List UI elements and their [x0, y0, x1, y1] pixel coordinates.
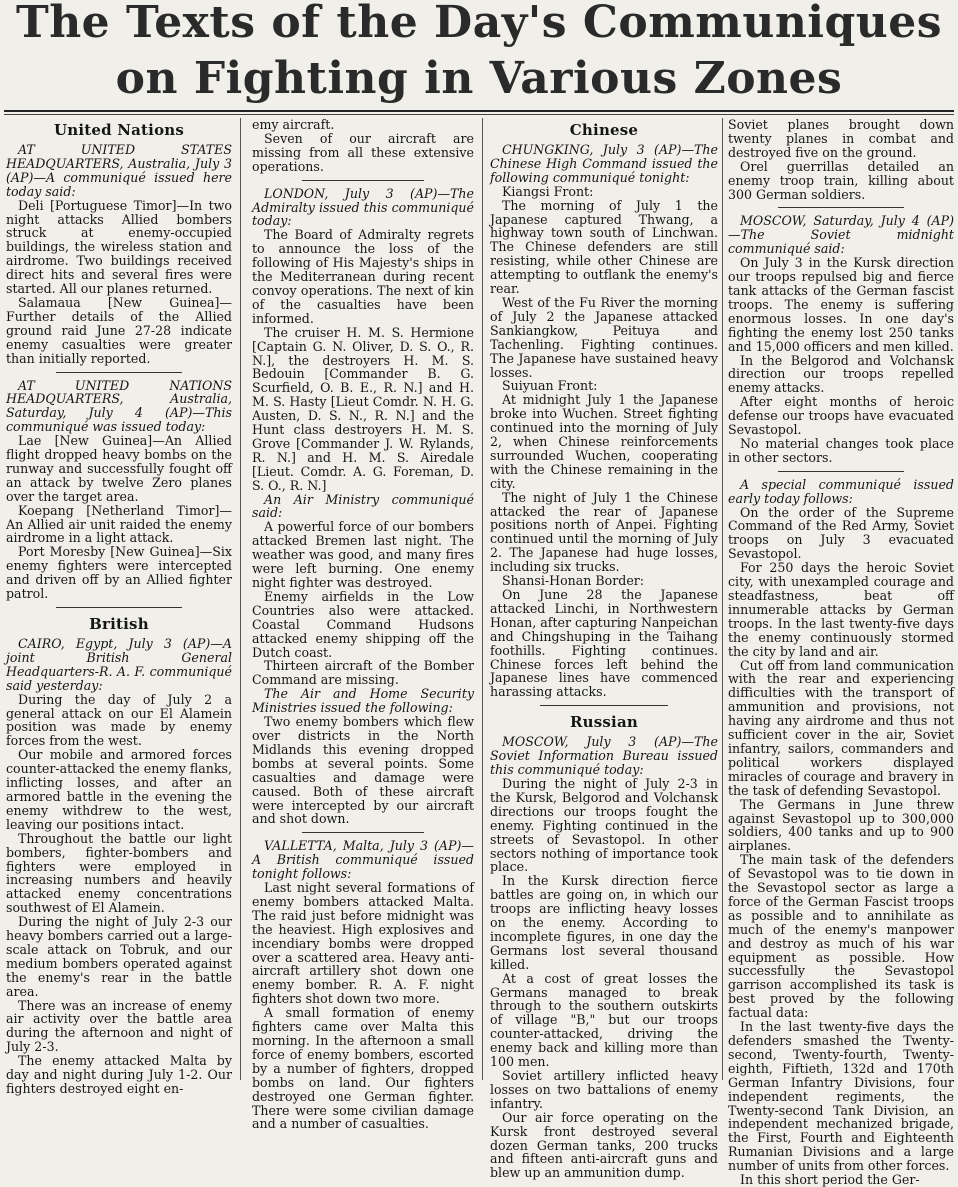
section-heading-russian: Russian	[570, 713, 638, 732]
paragraph: On June 28 the Japanese attacked Linchi, in Northwestern Honan, after capturing Nanpeichan and Chingshuping in the Taihang foothills. Fighting continues. Chinese forces left behind the Japanese lines have commenced harassing attacks.	[490, 587, 718, 700]
paragraph: A small formation of enemy fighters came over Malta this morning. In the afternoon a small force of enemy bombers, escorted by a number of fighters, dropped bombs on land. Our fighters destroyed one German fighter. There were some civilian damage and a number of casualties.	[252, 1005, 474, 1132]
paragraph: Cut off from land communication with the rear and experiencing difficulties with the transport of ammunition and provisions, not having any airdrome and thus not sufficient cover in the air, Soviet infantry, sailors, commanders and political workers displayed miracles of courage and bravery in the task of defending Sevastopol.	[728, 657, 954, 798]
paragraph: The main task of the defenders of Sevastopol was to tie down in the Sevastopol sector as large a force of the German Fascist troops as possible and to annihilate as much of the enemy's manpower and destroy as much of his war equipment as possible. How successfully the Sevastopol garrison accomplished its task is best proved by the following factual data:	[728, 852, 954, 1021]
dateline: MOSCOW, Saturday, July 4 (AP)—The Soviet midnight communiqué said:	[728, 213, 954, 257]
paragraph: At midnight July 1 the Japanese broke into Wuchen. Street fighting continued into the morning of July 2, when Chinese reinforcements surrounded Wuchen, cooperating with the Chinese remaining in the city.	[490, 392, 718, 491]
separator-rule	[56, 607, 182, 608]
paragraph: During the night of July 2-3 in the Kursk, Belgorod and Volchansk directions our troops fought the enemy. Fighting continued in the streets of Sevastopol. In other sectors nothing of importance took place.	[490, 775, 718, 875]
column-2	[252, 117, 474, 1132]
dateline: AT UNITED STATES HEADQUARTERS, Australia, July 3 (AP)—A communiqué issued here today said:	[6, 142, 232, 199]
column-divider-3	[722, 118, 723, 1080]
section-heading-british: British	[89, 615, 149, 633]
paragraph: A powerful force of our bombers attacked Bremen last night. The weather was good, and many fires were left burning. One enemy night fighter was destroyed.	[252, 519, 474, 590]
paragraph: The morning of July 1 the Japanese captured Thwang, a highway town south of Linchwan. The Chinese defenders are still resisting, while other Chinese are attempting to outflank the enemy's rear.	[490, 197, 718, 297]
section-heading-chinese: Chinese	[569, 121, 639, 139]
paragraph: Throughout the battle our light bombers, fighter-bombers and fighters were employed in increasing numbers and heavily attacked enemy concentrations southwest of El Alamein.	[6, 830, 232, 916]
section-heading-united-nations: United Nations	[53, 121, 185, 139]
paragraph: The Germans in June threw against Sevastopol up to 300,000 soldiers, 400 tanks and up to 900 airplanes.	[728, 796, 954, 854]
paragraph: No material changes took place in other sectors.	[728, 435, 954, 465]
column-1	[6, 118, 232, 1096]
paragraph: Last night several formations of enemy bombers attacked Malta. The raid just before midnight was the heaviest. High explosives and incendiary bombs were dropped over a scattered area. Heavy anti-aircraft artillery shot down one enemy bomber. R. A. F. night fighters shot down two more.	[252, 880, 474, 1007]
paragraph: During the night of July 2-3 our heavy bombers carried out a large-scale attack on Tobruk, and our medium bombers operated against the enemy's rear in the battle area.	[6, 914, 232, 999]
dateline: An Air Ministry communiqué said:	[252, 491, 474, 521]
paragraph: Two enemy bombers which flew over districts in the North Midlands this evening dropped bombs at several points. Some casualties and damage were caused. Both of these aircraft were intercepted by our aircraft and shot down.	[252, 714, 474, 827]
paragraph: There was an increase of enemy air activity over the battle area during the afternoon and night of July 2-3.	[6, 997, 232, 1055]
paragraph: Koepang [Netherland Timor]—An Allied air unit raided the enemy airdrome in a light attack.	[6, 502, 232, 546]
headline	[0, 0, 958, 112]
headline-line-2: on Fighting in Various Zones	[115, 53, 843, 104]
paragraph: In the Kursk direction fierce battles are going on, in which our troops are inflicting heavy losses on the enemy. According to incomplete figures, in one day the Germans lost several thousand killed.	[490, 873, 718, 972]
separator-rule	[778, 471, 904, 472]
paragraph: Soviet artillery inflicted heavy losses on two battalions of enemy infantry.	[490, 1068, 718, 1111]
column-divider-2	[482, 118, 483, 1080]
paragraph: Orel guerrillas detailed an enemy troop train, killing about 300 German soldiers.	[728, 158, 954, 202]
paragraph: emy aircraft.	[252, 117, 335, 132]
paragraph: The cruiser H. M. S. Hermione [Captain G. N. Oliver, D. S. O., R. N.], the destroyers H. M. S. Bedouin [Commander B. G. Scurfield, O. B. E., R. N.] and H. M. S. Hasty [Lieut Comdr. N. H. G. Austen, D. S. N., R. N.] and the Hunt class destroyers H. M. S. Grove [Commander J. W. Rylands, R. N.] and H. M. S. Airedale [Lieut. Comdr. A. G. Foreman, D. S. O., R. N.]	[252, 324, 474, 493]
headline-line-1: The Texts of the Day's Communiques	[15, 0, 943, 48]
paragraph: In the last twenty-five days the defenders smashed the Twenty-second, Twenty-fourth, Twenty-eighth, Fiftieth, 132d and 170th German Infantry Divisions, four independent regiments, the Twenty-second Tank Division, an independent mechanized brigade, the First, Fourth and Eighteenth Rumanian Divisions and a large number of units from other forces.	[728, 1019, 954, 1174]
paragraph: Lae [New Guinea]—An Allied flight dropped heavy bombs on the runway and successfully fought off an attack by twelve Zero planes over the target area.	[6, 433, 232, 504]
paragraph: In the Belgorod and Volchansk direction our troops repelled enemy attacks.	[728, 352, 954, 396]
subhead: Suiyuan Front:	[502, 378, 598, 394]
dateline: VALLETTA, Malta, July 3 (AP)—A British communiqué issued tonight follows:	[252, 838, 474, 882]
subhead: Kiangsi Front:	[502, 183, 594, 199]
paragraph: Our air force operating on the Kursk front destroyed several dozen German tanks, 200 trucks and fifteen anti-aircraft guns and blew up an ammunition dump.	[490, 1109, 718, 1181]
paragraph: After eight months of heroic defense our troops have evacuated Sevastopol.	[728, 394, 954, 438]
paragraph: The enemy attacked Malta by day and night during July 1-2. Our fighters destroyed eight en-	[6, 1053, 232, 1096]
headline-rule-thin	[4, 114, 954, 115]
column-divider-1	[240, 118, 241, 1080]
paragraph: Enemy airfields in the Low Countries also were attacked. Coastal Command Hudsons attacked enemy shipping off the Dutch coast.	[252, 588, 474, 660]
dateline: MOSCOW, July 3 (AP)—The Soviet Information Bureau issued this communiqué today:	[490, 734, 718, 778]
paragraph: At a cost of great losses the Germans managed to break through to the southern outskirts of village "B," but our troops counter-attacked, driving the enemy back and killing more than 100 men.	[490, 970, 718, 1070]
paragraph: On July 3 in the Kursk direction our troops repulsed big and fierce tank attacks of the German fascist troops. The enemy is suffering enormous losses. In one day's fighting the enemy lost 250 tanks and 15,000 officers and men killed.	[728, 255, 954, 354]
separator-rule	[56, 372, 182, 373]
paragraph: The night of July 1 the Chinese attacked the rear of Japanese positions north of Anpei. Fighting continued until the morning of July 2. The Japanese had huge losses, including six trucks.	[490, 489, 718, 575]
paragraph: For 250 days the heroic Soviet city, with unexampled courage and steadfastness, beat off innumerable attacks by German troops. In the last twenty-five days the enemy continuously stormed the city by land and air.	[728, 560, 954, 659]
headline-rule	[4, 110, 954, 112]
paragraph: In this short period the Ger-	[740, 1172, 920, 1187]
dateline: CAIRO, Egypt, July 3 (AP)—A joint British General Headquarters-R. A. F. communiqué said yesterday:	[6, 636, 232, 693]
paragraph: The Board of Admiralty regrets to announce the loss of the following of His Majesty's ships in the Mediterranean during recent convoy operations. The next of kin of the casualties have been informed.	[252, 227, 474, 326]
subhead: Shansi-Honan Border:	[502, 573, 645, 589]
dateline: AT UNITED NATIONS HEADQUARTERS, Australia, Saturday, July 4 (AP)—This communiqué was issued today:	[6, 377, 232, 435]
dateline: A special communiqué issued early today follows:	[728, 476, 954, 506]
paragraph: Salamaua [New Guinea]—Further details of the Allied ground raid June 27-28 indicate enemy casualties were greater than initially reported.	[6, 294, 232, 366]
column-4	[728, 117, 954, 1187]
paragraph: During the day of July 2 a general attack on our El Alamein position was made by enemy forces from the west.	[6, 691, 232, 749]
paragraph: Port Moresby [New Guinea]—Six enemy fighters were intercepted and driven off by an Allied fighter patrol.	[6, 544, 232, 602]
dateline: The Air and Home Security Ministries issued the following:	[252, 686, 474, 716]
paragraph: West of the Fu River the morning of July 2 the Japanese attacked Sankiangkow, Peituya and Tachenling. Fighting continues. The Japanese have sustained heavy losses.	[490, 294, 718, 380]
dateline: CHUNGKING, July 3 (AP)—The Chinese High Command issued the following communiqué tonight:	[490, 142, 718, 185]
paragraph: Our mobile and armored forces counter-attacked the enemy flanks, inflicting losses, and after an armored battle in the evening the enemy withdrew to the west, leaving our positions intact.	[6, 747, 232, 832]
column-3	[490, 118, 718, 1181]
separator-rule	[302, 832, 424, 833]
separator-rule	[778, 207, 904, 208]
separator-rule	[302, 180, 424, 181]
paragraph: Soviet planes brought down twenty planes in combat and destroyed five on the ground.	[728, 117, 954, 160]
dateline: LONDON, July 3 (AP)—The Admiralty issued this communiqué today:	[252, 185, 474, 229]
paragraph: Thirteen aircraft of the Bomber Command are missing.	[252, 658, 474, 688]
paragraph: Deli [Portuguese Timor]—In two night attacks Allied bombers struck at enemy-occupied buildings, the wireless station and airdrome. Two buildings received direct hits and several fires were started. All our planes returned.	[6, 197, 232, 297]
paragraph: Seven of our aircraft are missing from all these extensive operations.	[252, 130, 474, 174]
paragraph: On the order of the Supreme Command of the Red Army, Soviet troops on July 3 evacuated Sevastopol.	[728, 504, 954, 562]
separator-rule	[540, 705, 668, 706]
